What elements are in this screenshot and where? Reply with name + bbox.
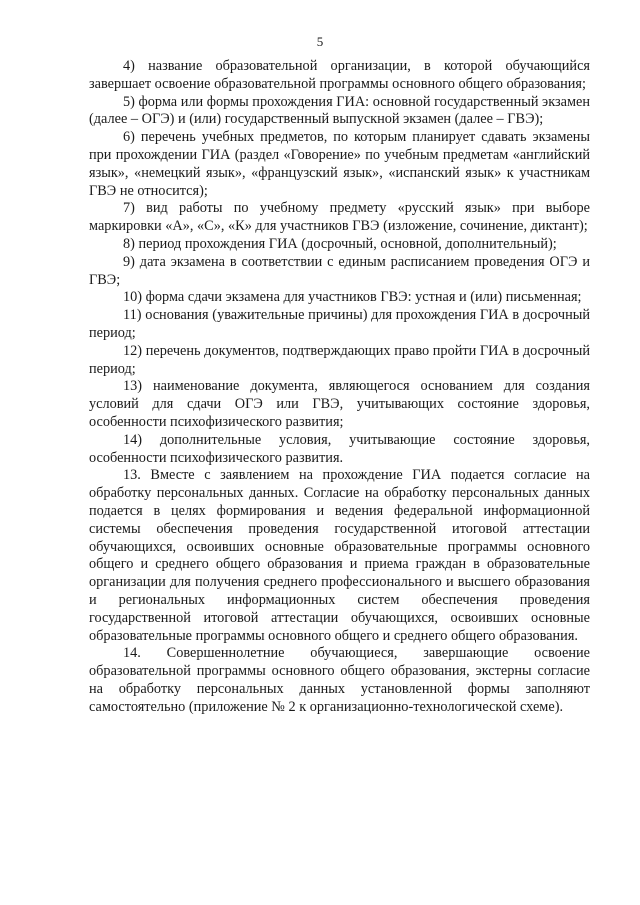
paragraph-item-7: 7) вид работы по учебному предмету «русский язык» при выборе маркировки «А», «С», «К» для участников ГВЭ (изложение, сочинение, диктант); [89,200,590,235]
paragraph-item-14: 14) дополнительные условия, учитывающие состояние здоровья, особенности психофизического развития. [89,431,590,466]
paragraph-clause-13: 13. Вместе с заявлением на прохождение ГИА подается согласие на обработку персональных данных. Согласие на обработку персональных данных подается в целях формирования и ведения федеральной информационной системы обеспечения проведения государственной итоговой аттестации обучающихся, освоивших основные образовательные программы основного общего и среднего общего образования и приема граждан в образовательные организации для получения среднего профессионального и высшего образования и региональных информационных систем обеспечения проведения государственной итоговой аттестации обучающихся, освоивших основные образовательные программы основного общего и среднего общего образования. [89,467,590,644]
paragraph-item-9: 9) дата экзамена в соответствии с единым расписанием проведения ОГЭ и ГВЭ; [89,253,590,288]
paragraph-item-12: 12) перечень документов, подтверждающих право пройти ГИА в досрочный период; [89,342,590,377]
paragraph-item-5: 5) форма или формы прохождения ГИА: основной государственный экзамен (далее – ОГЭ) и (или) государственный выпускной экзамен (далее – ГВЭ); [89,93,590,128]
paragraph-item-6: 6) перечень учебных предметов, по которым планирует сдавать экзамены при прохождении ГИА (раздел «Говорение» по учебным предметам «английский язык», «немецкий язык», «французский язык», «испанский язык» к участникам ГВЭ не относится); [89,129,590,199]
paragraph-item-10: 10) форма сдачи экзамена для участников ГВЭ: устная и (или) письменная; [123,289,582,306]
page-number: 5 [316,34,324,49]
paragraph-item-4: 4) название образовательной организации, в которой обучающийся завершает освоение образовательной программы основного общего образования; [89,58,590,92]
paragraph-item-8: 8) период прохождения ГИА (досрочный, основной, дополнительный); [123,235,557,252]
document-body [89,58,590,716]
paragraph-clause-14: 14. Совершеннолетние обучающиеся, завершающие освоение образовательной программы основного общего образования, экстерны согласие на обработку персональных данных установленной формы заполняют самостоятельно (приложение № 2 к организационно-технологической схеме). [89,645,590,715]
paragraph-item-13: 13) наименование документа, являющегося основанием для создания условий для сдачи ОГЭ или ГВЭ, учитывающих состояние здоровья, особенности психофизического развития; [89,378,590,430]
paragraph-item-11: 11) основания (уважительные причины) для прохождения ГИА в досрочный период; [89,307,590,341]
